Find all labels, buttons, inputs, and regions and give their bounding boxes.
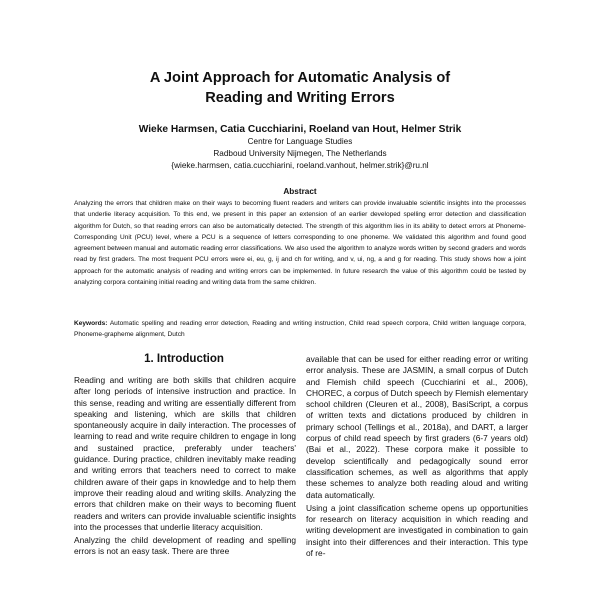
affiliation-line: Centre for Language Studies	[247, 137, 353, 146]
section-heading-introduction: 1. Introduction	[144, 353, 224, 365]
author-emails: {wieke.harmsen, catia.cucchiarini, roeland.vanhout, helmer.strik}@ru.nl	[171, 161, 429, 170]
body-paragraph: Using a joint classification scheme opens up opportunities for research on literacy acquisition in which reading and writing development are investigated in combination to gain insight into their differences and their interaction. This type of re-	[306, 502, 528, 559]
paper-title	[40, 68, 560, 108]
abstract-text: Analyzing the errors that children make on their ways to becoming fluent readers and writers can provide invaluable scientific insights into the processes that underlie literacy acquisition. To this end, we present in this paper an extension of an earlier developed spelling error detection and classification algorithm for Dutch, so that reading errors can also be automatically detected. The strength of this algorithm lies in its ability to detect errors at Phoneme-Corresponding Unit (PCU) level, where a PCU is a sequence of letters corresponding to one phoneme. We validated this algorithm and found good agreement between manual and automatic reading error classifications. We also used the algorithm to analyze words written by second graders and words read by first graders. The most frequent PCU errors were ei, eu, g, ij and ch for writing, and v, ui, ng, a and g for reading. This study shows how a joint approach for the automatic analysis of reading and writing errors can be implemented. In future research the value of this algorithm could be tested by analyzing corpora containing initial reading and writing data from the same children.	[74, 200, 526, 287]
keywords-label: Keywords:	[74, 320, 108, 327]
affiliation-line: Radboud University Nijmegen, The Netherlands	[213, 149, 387, 158]
title-line: Reading and Writing Errors	[205, 90, 395, 106]
abstract-heading: Abstract	[283, 187, 317, 196]
keywords-text: Automatic spelling and reading error detection, Reading and writing instruction, Child read speech corpora, Child written language corpora, Phoneme-grapheme alignment, Dutch	[74, 320, 526, 339]
body-paragraph: Analyzing the child development of reading and spelling errors is not an easy task. There are three	[74, 535, 296, 557]
body-paragraph: available that can be used for either reading error or writing error analysis. These are JASMIN, a small corpus of Dutch and Flemish child speech (Cucchiarini et al., 2006), CHOREC, a corpus of Dutch speech by Flemish elementary school children (Cleuren et al., 2008), BasiScript, a corpus of written texts and dictations produced by children in primary school (Tellings et al., 2018a), and DART, a larger corpus of child read speech by first graders (6-7 years old) (Bai et al., 2022). These corpora make it possible to develop scientifically and pedagogically sound error classification schemes, as well as algorithms that apply these schemes to analyze both reading aloud and writing data automatically.	[306, 354, 528, 500]
keywords	[74, 318, 526, 341]
right-column	[306, 354, 528, 559]
author-list: Wieke Harmsen, Catia Cucchiarini, Roeland van Hout, Helmer Strik	[138, 124, 462, 135]
body-paragraph: Reading and writing are both skills that children acquire after long periods of intensive instruction and practice. In this sense, reading and writing are essentially different from speaking and listening, which are skills that children spontaneously acquire in daily interaction. The processes of learning to read and write require children to engage in long and sustained practice, preferably under teachers' guidance. During practice, children inevitably make reading and writing errors that teachers need to correct to make children aware of their gaps in knowledge and to help them improve their reading aloud and writing skills. Analyzing the errors that children make on their ways to becoming fluent readers and writers can provide invaluable scientific insights into the processes that underlie literacy acquisition.	[74, 375, 296, 532]
title-line: A Joint Approach for Automatic Analysis of	[149, 70, 451, 86]
affiliation-block	[20, 136, 580, 172]
left-column	[74, 375, 296, 558]
